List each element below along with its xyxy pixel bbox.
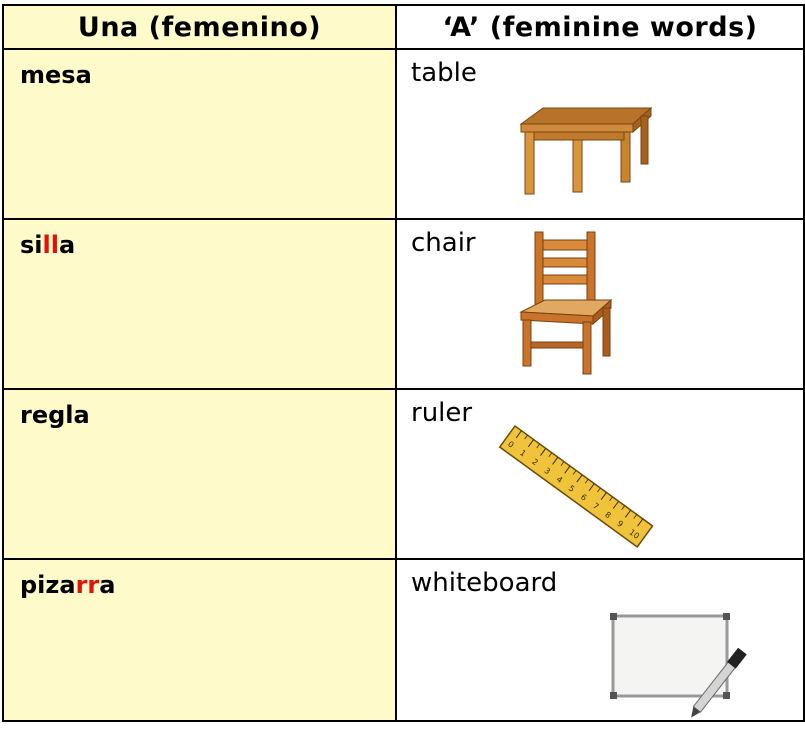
ruler-number: 5 bbox=[566, 483, 577, 494]
spanish-word bbox=[4, 560, 395, 599]
whiteboard-icon bbox=[607, 612, 747, 712]
word-part: piza bbox=[20, 571, 76, 599]
english-column-header: ‘A’ (feminine words) bbox=[396, 5, 804, 49]
spanish-word-cell bbox=[3, 389, 396, 559]
ruler-number: 0 bbox=[506, 439, 516, 450]
vocabulary-table bbox=[2, 4, 805, 722]
english-word: whiteboard bbox=[411, 568, 558, 598]
ruler-number: 10 bbox=[627, 527, 641, 541]
english-word-cell bbox=[396, 559, 804, 721]
ruler-number: 9 bbox=[615, 518, 625, 530]
table-row bbox=[3, 389, 804, 559]
table-row bbox=[3, 49, 804, 219]
spanish-word-cell bbox=[3, 559, 396, 721]
english-word: table bbox=[411, 58, 477, 88]
ruler-number: 6 bbox=[578, 492, 589, 503]
english-word: ruler bbox=[411, 398, 473, 428]
table-icon bbox=[515, 100, 655, 200]
word-part: regla bbox=[20, 401, 90, 429]
ruler-number: 1 bbox=[518, 448, 528, 459]
ruler-number: 3 bbox=[542, 465, 552, 477]
spanish-word-cell bbox=[3, 49, 396, 219]
ruler-icon bbox=[505, 416, 665, 541]
ruler-number: 4 bbox=[554, 474, 565, 485]
word-part: si bbox=[20, 231, 43, 259]
table-row bbox=[3, 219, 804, 389]
word-part: a bbox=[99, 571, 116, 599]
highlighted-letters: rr bbox=[75, 571, 100, 599]
english-word-cell bbox=[396, 219, 804, 389]
ruler-number: 7 bbox=[591, 501, 601, 512]
word-part: a bbox=[58, 231, 76, 259]
word-part: mesa bbox=[20, 61, 92, 89]
english-word-cell bbox=[396, 49, 804, 219]
spanish-word-cell bbox=[3, 219, 396, 389]
chair-icon bbox=[515, 230, 625, 380]
spanish-word bbox=[4, 390, 395, 429]
spanish-word bbox=[4, 220, 395, 259]
table-row bbox=[3, 559, 804, 721]
ruler-number: 8 bbox=[603, 509, 613, 521]
highlighted-letters: ll bbox=[42, 231, 59, 259]
table-header-row bbox=[3, 5, 804, 49]
ruler-number: 2 bbox=[530, 457, 540, 468]
spanish-word bbox=[4, 50, 395, 89]
english-word-cell bbox=[396, 389, 804, 559]
english-word: chair bbox=[411, 228, 476, 258]
spanish-column-header: Una (femenino) bbox=[3, 5, 396, 49]
